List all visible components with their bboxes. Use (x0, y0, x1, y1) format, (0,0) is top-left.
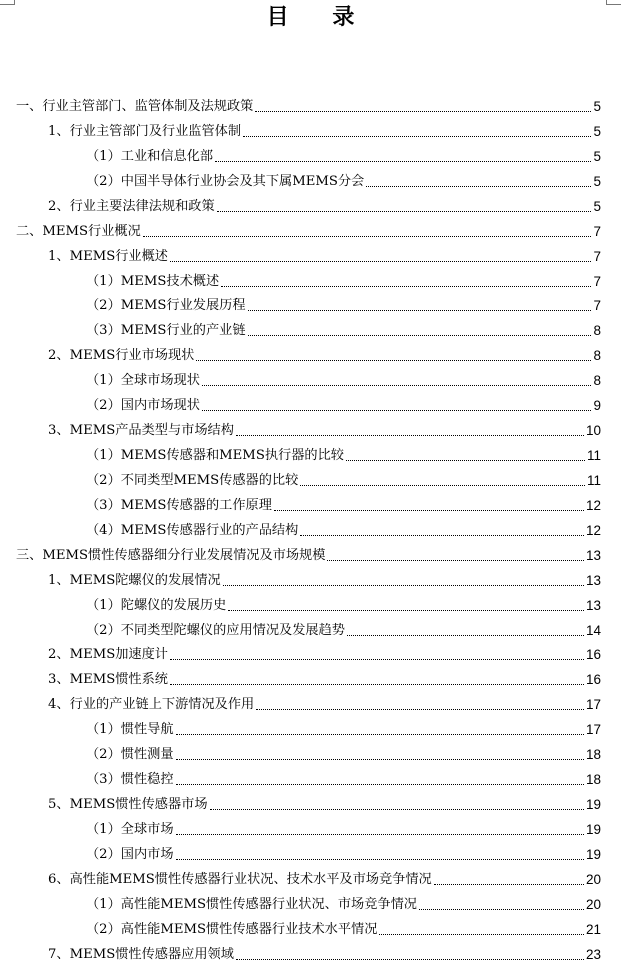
toc-entry[interactable] (16, 539, 601, 564)
toc-entry-page-number: 8 (593, 373, 601, 389)
toc-entry-label: （1）全球市场 (86, 821, 174, 837)
toc-entry[interactable] (48, 638, 601, 663)
toc-entry[interactable] (86, 489, 601, 514)
toc-entry-label: （2）中国半导体行业协会及其下属MEMS分会 (86, 173, 365, 189)
toc-entry-page-number: 5 (593, 123, 601, 139)
toc-entry-page-number: 13 (585, 547, 601, 563)
toc-entry[interactable] (48, 688, 601, 713)
toc-dot-leader (176, 855, 584, 860)
toc-dot-leader (170, 257, 591, 262)
toc-dot-leader (236, 955, 584, 960)
toc-entry-label: （1）工业和信息化部 (86, 148, 214, 164)
toc-entry-page-number: 5 (593, 148, 601, 164)
toc-entry-page-number: 7 (593, 273, 601, 289)
toc-entry-label: （1）MEMS传感器和MEMS执行器的比较 (86, 448, 344, 464)
toc-dot-leader (248, 331, 592, 336)
toc-entry[interactable] (86, 913, 601, 938)
toc-entry[interactable] (48, 339, 601, 364)
toc-entry[interactable] (86, 713, 601, 738)
toc-entry[interactable] (16, 215, 601, 240)
toc-entry[interactable] (86, 838, 601, 863)
toc-entry-label: 6、高性能MEMS惯性传感器行业状况、技术水平及市场竞争情况 (48, 871, 432, 887)
toc-entry-page-number: 17 (585, 722, 601, 738)
toc-entry-page-number: 12 (585, 522, 601, 538)
toc-entry-label: 1、行业主管部门及行业监管体制 (48, 123, 242, 139)
toc-entry-page-number: 21 (585, 921, 601, 937)
toc-dot-leader (256, 705, 584, 710)
toc-entry-page-number: 5 (593, 173, 601, 189)
toc-entry[interactable] (86, 289, 601, 314)
toc-dot-leader (215, 157, 591, 162)
toc-dot-leader (196, 356, 591, 361)
toc-entry-label: （2）高性能MEMS惯性传感器行业技术水平情况 (86, 921, 378, 937)
toc-entry[interactable] (86, 165, 601, 190)
toc-entry[interactable] (86, 514, 601, 539)
toc-entry[interactable] (48, 564, 601, 589)
toc-entry[interactable] (16, 90, 601, 115)
toc-entry-page-number: 16 (585, 672, 601, 688)
toc-entry-page-number: 23 (585, 946, 601, 962)
toc-entry-label: （2）国内市场 (86, 846, 174, 862)
toc-entry-label: （2）不同类型陀螺仪的应用情况及发展趋势 (86, 622, 345, 638)
toc-entry[interactable] (86, 614, 601, 639)
toc-entry[interactable] (48, 414, 601, 439)
toc-dot-leader (170, 680, 584, 685)
toc-entry-page-number: 18 (585, 747, 601, 763)
toc-entry[interactable] (86, 140, 601, 165)
toc-dot-leader (217, 207, 592, 212)
toc-dot-leader (170, 655, 584, 660)
toc-entry-label: 4、行业的产业链上下游情况及作用 (48, 697, 255, 713)
toc-dot-leader (176, 780, 584, 785)
toc-dot-leader (347, 631, 584, 636)
toc-entry[interactable] (86, 813, 601, 838)
toc-entry-page-number: 7 (593, 223, 601, 239)
toc-entry-label: （1）惯性导航 (86, 722, 174, 738)
toc-entry[interactable] (86, 389, 601, 414)
toc-entry-label: 二、MEMS行业概况 (16, 223, 141, 239)
toc-dot-leader (327, 556, 584, 561)
toc-entry[interactable] (48, 663, 601, 688)
toc-entry-label: （3）惯性稳控 (86, 772, 174, 788)
toc-dot-leader (210, 805, 584, 810)
toc-entry-label: （2）MEMS行业发展历程 (86, 298, 246, 314)
toc-entry-page-number: 7 (593, 298, 601, 314)
toc-entry-page-number: 20 (585, 871, 601, 887)
toc-entry-page-number: 19 (585, 846, 601, 862)
toc-entry-page-number: 18 (585, 772, 601, 788)
toc-entry-page-number: 8 (593, 323, 601, 339)
toc-entry[interactable] (48, 115, 601, 140)
toc-dot-leader (202, 406, 592, 411)
toc-entry-label: （2）国内市场现状 (86, 398, 200, 414)
toc-entry[interactable] (86, 314, 601, 339)
toc-dot-leader (300, 531, 584, 536)
toc-entry-label: 2、行业主要法律法规和政策 (48, 198, 215, 214)
toc-entry-label: （2）不同类型MEMS传感器的比较 (86, 472, 299, 488)
toc-entry[interactable] (86, 738, 601, 763)
toc-entry-page-number: 9 (593, 398, 601, 414)
toc-dot-leader (346, 456, 585, 461)
toc-dot-leader (223, 581, 584, 586)
toc-entry-page-number: 11 (586, 448, 601, 464)
toc-entry-page-number: 16 (585, 647, 601, 663)
toc-entry-label: （4）MEMS传感器行业的产品结构 (86, 522, 299, 538)
toc-dot-leader (300, 481, 585, 486)
toc-entry-label: （1）高性能MEMS惯性传感器行业状况、市场竞争情况 (86, 896, 417, 912)
toc-entry-label: 1、MEMS陀螺仪的发展情况 (48, 572, 221, 588)
toc-dot-leader (176, 755, 584, 760)
toc-entry-page-number: 11 (586, 472, 601, 488)
toc-entry-page-number: 7 (593, 248, 601, 264)
toc-dot-leader (248, 306, 592, 311)
toc-entry-page-number: 20 (585, 896, 601, 912)
toc-dot-leader (366, 182, 591, 187)
toc-dot-leader (243, 132, 591, 137)
toc-entry-label: （1）陀螺仪的发展历史 (86, 597, 227, 613)
toc-entry[interactable] (48, 938, 601, 963)
toc-entry[interactable] (86, 464, 601, 489)
toc-entry[interactable] (48, 190, 601, 215)
toc-entry[interactable] (48, 788, 601, 813)
toc-entry-label: 7、MEMS惯性传感器应用领域 (48, 946, 234, 962)
toc-entry-label: （3）MEMS行业的产业链 (86, 323, 246, 339)
toc-dot-leader (176, 730, 584, 735)
toc-dot-leader (274, 506, 584, 511)
toc-entry-label: （1）MEMS技术概述 (86, 273, 220, 289)
toc-entry[interactable] (48, 240, 601, 265)
toc-dot-leader (176, 830, 584, 835)
toc-dot-leader (228, 606, 584, 611)
toc-entry-page-number: 13 (585, 597, 601, 613)
toc-entry-label: 1、MEMS行业概述 (48, 248, 168, 264)
toc-entry-page-number: 10 (585, 423, 601, 439)
toc-entry-page-number: 19 (585, 797, 601, 813)
toc-entry-label: 2、MEMS行业市场现状 (48, 348, 195, 364)
toc-entry-label: （2）惯性测量 (86, 747, 174, 763)
toc-entry[interactable] (86, 589, 601, 614)
toc-dot-leader (255, 107, 591, 112)
toc-entry-page-number: 12 (585, 497, 601, 513)
toc-dot-leader (419, 905, 584, 910)
toc-entry-page-number: 5 (593, 99, 601, 114)
page-title: 目 录 (266, 4, 373, 30)
toc-dot-leader (143, 232, 592, 237)
toc-dot-leader (221, 282, 591, 287)
toc-entry-page-number: 13 (585, 572, 601, 588)
toc-entry[interactable] (48, 863, 601, 888)
toc-entry-label: 2、MEMS加速度计 (48, 647, 168, 663)
toc-entry-label: （1）全球市场现状 (86, 373, 200, 389)
toc-entry-page-number: 8 (593, 348, 601, 364)
toc-entry-label: 3、MEMS惯性系统 (48, 672, 168, 688)
toc-entry[interactable] (86, 439, 601, 464)
toc-dot-leader (379, 930, 584, 935)
toc-entry-label: （3）MEMS传感器的工作原理 (86, 497, 272, 513)
toc-entry-page-number: 14 (585, 622, 601, 638)
toc-entry-label: 3、MEMS产品类型与市场结构 (48, 423, 234, 439)
toc-entry-page-number: 17 (585, 697, 601, 713)
toc-entry-page-number: 19 (585, 821, 601, 837)
toc-entry-label: 5、MEMS惯性传感器市场 (48, 797, 208, 813)
toc-entry-label: 三、MEMS惯性传感器细分行业发展情况及市场规模 (16, 547, 326, 563)
toc-dot-leader (236, 431, 584, 436)
toc-dot-leader (434, 880, 584, 885)
toc-entry[interactable] (86, 364, 601, 389)
toc-entry[interactable] (86, 265, 601, 290)
toc-entry-label: 一、行业主管部门、监管体制及法规政策 (16, 99, 254, 114)
toc-dot-leader (202, 381, 592, 386)
toc-entry[interactable] (86, 888, 601, 913)
toc-entry-page-number: 5 (593, 198, 601, 214)
toc-entry[interactable] (86, 763, 601, 788)
